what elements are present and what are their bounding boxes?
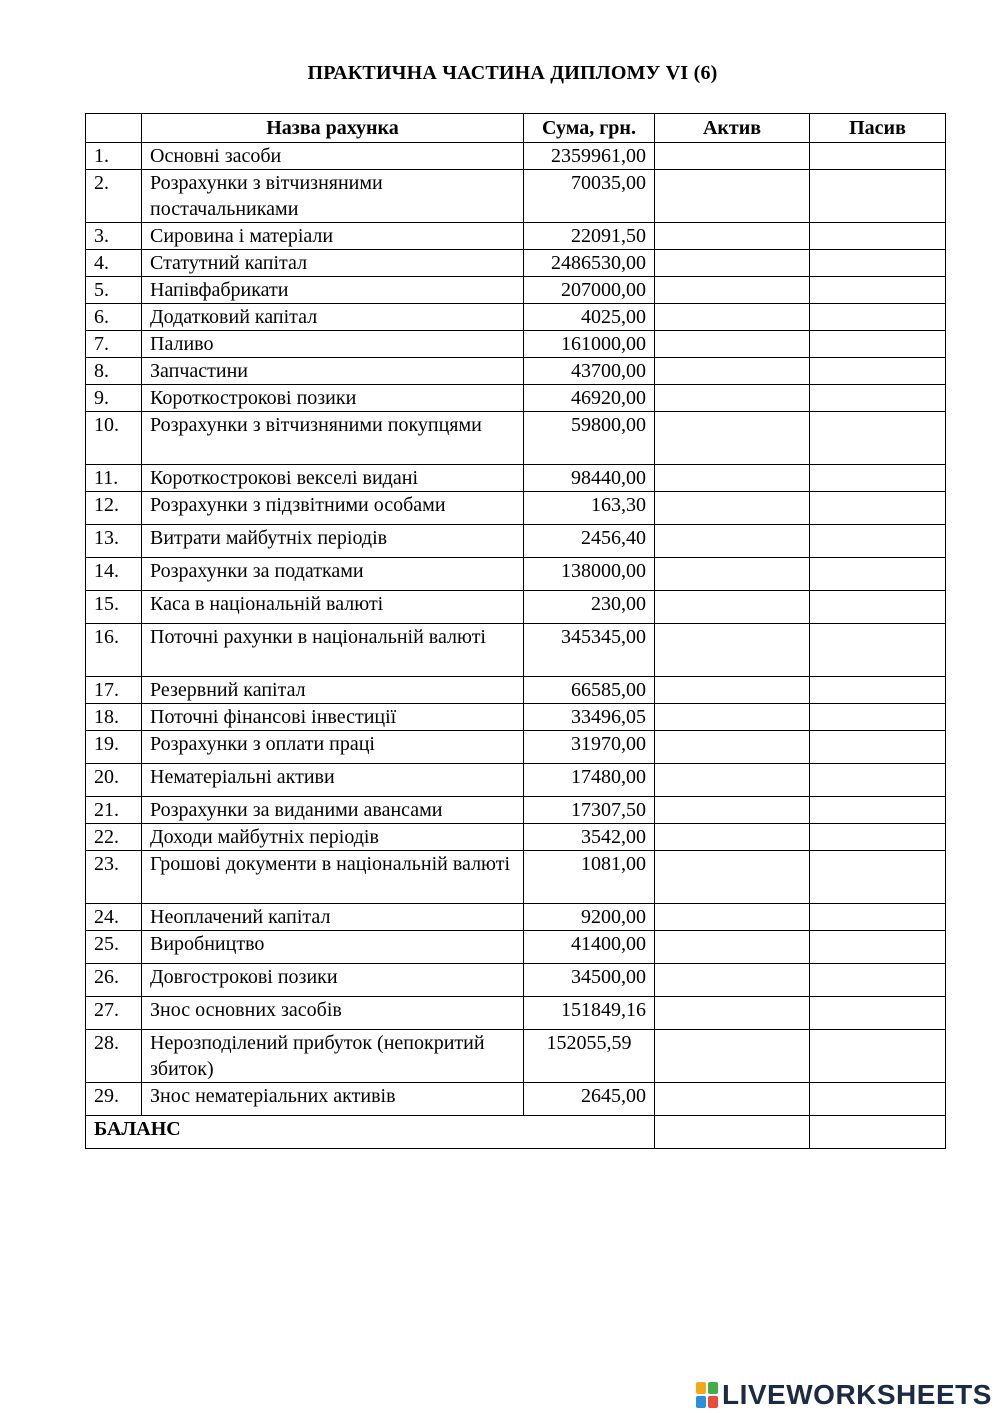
row-number: 22. — [86, 824, 142, 851]
row-number: 18. — [86, 704, 142, 731]
account-sum: 207000,00 — [524, 277, 655, 304]
row-number: 20. — [86, 764, 142, 797]
account-sum: 43700,00 — [524, 358, 655, 385]
balance-active-cell[interactable] — [655, 1116, 810, 1149]
active-input-cell[interactable] — [655, 385, 810, 412]
account-sum: 66585,00 — [524, 677, 655, 704]
table-row — [86, 1083, 946, 1116]
row-number: 19. — [86, 731, 142, 764]
account-name: Напівфабрикати — [142, 277, 524, 304]
account-name: Грошові документи в національній валюті — [142, 851, 524, 904]
active-input-cell[interactable] — [655, 277, 810, 304]
active-input-cell[interactable] — [655, 492, 810, 525]
header-sum: Сума, грн. — [524, 114, 655, 143]
passive-input-cell[interactable] — [810, 331, 946, 358]
balance-row — [86, 1116, 946, 1149]
active-input-cell[interactable] — [655, 904, 810, 931]
active-input-cell[interactable] — [655, 558, 810, 591]
active-input-cell[interactable] — [655, 931, 810, 964]
account-sum: 46920,00 — [524, 385, 655, 412]
row-number: 14. — [86, 558, 142, 591]
row-number: 26. — [86, 964, 142, 997]
account-name: Поточні фінансові інвестиції — [142, 704, 524, 731]
row-number: 13. — [86, 525, 142, 558]
table-row — [86, 525, 946, 558]
table-row — [86, 143, 946, 170]
account-name: Резервний капітал — [142, 677, 524, 704]
table-row — [86, 304, 946, 331]
table-row — [86, 591, 946, 624]
row-number: 9. — [86, 385, 142, 412]
account-sum: 59800,00 — [524, 412, 655, 465]
active-input-cell[interactable] — [655, 1030, 810, 1083]
row-number: 4. — [86, 250, 142, 277]
active-input-cell[interactable] — [655, 851, 810, 904]
table-row — [86, 677, 946, 704]
passive-input-cell[interactable] — [810, 797, 946, 824]
account-name: Нематеріальні активи — [142, 764, 524, 797]
account-sum: 34500,00 — [524, 964, 655, 997]
header-number — [86, 114, 142, 143]
table-row — [86, 250, 946, 277]
passive-input-cell[interactable] — [810, 277, 946, 304]
account-sum: 17307,50 — [524, 797, 655, 824]
passive-input-cell[interactable] — [810, 385, 946, 412]
account-sum: 163,30 — [524, 492, 655, 525]
row-number: 21. — [86, 797, 142, 824]
account-name: Сировина і матеріали — [142, 223, 524, 250]
active-input-cell[interactable] — [655, 304, 810, 331]
table-row — [86, 277, 946, 304]
active-input-cell[interactable] — [655, 731, 810, 764]
table-row — [86, 964, 946, 997]
account-sum: 98440,00 — [524, 465, 655, 492]
passive-input-cell[interactable] — [810, 704, 946, 731]
active-input-cell[interactable] — [655, 624, 810, 677]
account-sum: 70035,00 — [524, 170, 655, 223]
account-sum: 2645,00 — [524, 1083, 655, 1116]
account-name: Основні засоби — [142, 143, 524, 170]
passive-input-cell[interactable] — [810, 558, 946, 591]
active-input-cell[interactable] — [655, 677, 810, 704]
passive-input-cell[interactable] — [810, 223, 946, 250]
row-number: 10. — [86, 412, 142, 465]
passive-input-cell[interactable] — [810, 412, 946, 465]
table-row — [86, 385, 946, 412]
row-number: 29. — [86, 1083, 142, 1116]
account-name: Запчастини — [142, 358, 524, 385]
account-sum: 4025,00 — [524, 304, 655, 331]
table-row — [86, 704, 946, 731]
header-active: Актив — [655, 114, 810, 143]
active-input-cell[interactable] — [655, 465, 810, 492]
row-number: 3. — [86, 223, 142, 250]
row-number: 1. — [86, 143, 142, 170]
active-input-cell[interactable] — [655, 797, 810, 824]
passive-input-cell[interactable] — [810, 143, 946, 170]
account-sum: 2359961,00 — [524, 143, 655, 170]
passive-input-cell[interactable] — [810, 824, 946, 851]
table-row — [86, 412, 946, 465]
header-passive: Пасив — [810, 114, 946, 143]
passive-input-cell[interactable] — [810, 492, 946, 525]
account-sum: 161000,00 — [524, 331, 655, 358]
account-sum: 17480,00 — [524, 764, 655, 797]
passive-input-cell[interactable] — [810, 731, 946, 764]
passive-input-cell[interactable] — [810, 997, 946, 1030]
passive-input-cell[interactable] — [810, 358, 946, 385]
table-row — [86, 624, 946, 677]
passive-input-cell[interactable] — [810, 624, 946, 677]
row-number: 15. — [86, 591, 142, 624]
header-account-name: Назва рахунка — [142, 114, 524, 143]
account-name: Розрахунки з вітчизняними покупцями — [142, 412, 524, 465]
active-input-cell[interactable] — [655, 170, 810, 223]
page-title: ПРАКТИЧНА ЧАСТИНА ДИПЛОМУ VІ (6) — [307, 62, 718, 84]
passive-input-cell[interactable] — [810, 250, 946, 277]
table-row — [86, 223, 946, 250]
passive-input-cell[interactable] — [810, 591, 946, 624]
passive-input-cell[interactable] — [810, 677, 946, 704]
row-number: 12. — [86, 492, 142, 525]
row-number: 17. — [86, 677, 142, 704]
table-row — [86, 931, 946, 964]
account-name: Короткострокові векселі видані — [142, 465, 524, 492]
table-row — [86, 851, 946, 904]
table-row — [86, 331, 946, 358]
table-row — [86, 1030, 946, 1083]
logo-text: LIVEWORKSHEETS — [722, 1379, 992, 1410]
account-sum: 230,00 — [524, 591, 655, 624]
account-name: Розрахунки з підзвітними особами — [142, 492, 524, 525]
table-row — [86, 492, 946, 525]
table-row — [86, 731, 946, 764]
passive-input-cell[interactable] — [810, 931, 946, 964]
account-sum: 152055,59 — [524, 1030, 655, 1083]
table-row — [86, 170, 946, 223]
passive-input-cell[interactable] — [810, 465, 946, 492]
account-sum: 138000,00 — [524, 558, 655, 591]
active-input-cell[interactable] — [655, 964, 810, 997]
table-row — [86, 997, 946, 1030]
accounts-table — [85, 113, 946, 1149]
account-name: Розрахунки за виданими авансами — [142, 797, 524, 824]
row-number: 2. — [86, 170, 142, 223]
account-name: Розрахунки з оплати праці — [142, 731, 524, 764]
balance-passive-cell[interactable] — [810, 1116, 946, 1149]
row-number: 11. — [86, 465, 142, 492]
row-number: 8. — [86, 358, 142, 385]
account-sum: 41400,00 — [524, 931, 655, 964]
active-input-cell[interactable] — [655, 525, 810, 558]
passive-input-cell[interactable] — [810, 964, 946, 997]
account-name: Нерозподілений прибуток (непокритий збиток) — [142, 1030, 524, 1083]
passive-input-cell[interactable] — [810, 904, 946, 931]
active-input-cell[interactable] — [655, 997, 810, 1030]
row-number: 24. — [86, 904, 142, 931]
row-number: 23. — [86, 851, 142, 904]
account-sum: 9200,00 — [524, 904, 655, 931]
row-number: 7. — [86, 331, 142, 358]
table-row — [86, 558, 946, 591]
row-number: 25. — [86, 931, 142, 964]
active-input-cell[interactable] — [655, 1083, 810, 1116]
account-sum: 33496,05 — [524, 704, 655, 731]
table-row — [86, 764, 946, 797]
account-name: Витрати майбутніх періодів — [142, 525, 524, 558]
row-number: 27. — [86, 997, 142, 1030]
account-name: Каса в національній валюті — [142, 591, 524, 624]
active-input-cell[interactable] — [655, 250, 810, 277]
table-header-row — [86, 114, 946, 143]
account-name: Доходи майбутніх періодів — [142, 824, 524, 851]
account-name: Додатковий капітал — [142, 304, 524, 331]
row-number: 28. — [86, 1030, 142, 1083]
account-name: Поточні рахунки в національній валюті — [142, 624, 524, 677]
passive-input-cell[interactable] — [810, 1030, 946, 1083]
account-sum: 2456,40 — [524, 525, 655, 558]
passive-input-cell[interactable] — [810, 851, 946, 904]
account-name: Неоплачений капітал — [142, 904, 524, 931]
active-input-cell[interactable] — [655, 331, 810, 358]
active-input-cell[interactable] — [655, 412, 810, 465]
row-number: 5. — [86, 277, 142, 304]
account-sum: 345345,00 — [524, 624, 655, 677]
account-sum: 3542,00 — [524, 824, 655, 851]
account-name: Розрахунки з вітчизняними постачальниками — [142, 170, 524, 223]
account-sum: 31970,00 — [524, 731, 655, 764]
row-number: 16. — [86, 624, 142, 677]
account-name: Розрахунки за податками — [142, 558, 524, 591]
account-name: Довгострокові позики — [142, 964, 524, 997]
account-name: Паливо — [142, 331, 524, 358]
passive-input-cell[interactable] — [810, 304, 946, 331]
active-input-cell[interactable] — [655, 704, 810, 731]
logo-mark-icon — [696, 1382, 718, 1408]
account-name: Знос нематеріальних активів — [142, 1083, 524, 1116]
account-name: Короткострокові позики — [142, 385, 524, 412]
balance-label: БАЛАНС — [86, 1116, 655, 1149]
active-input-cell[interactable] — [655, 824, 810, 851]
liveworksheets-logo — [696, 1378, 992, 1412]
active-input-cell[interactable] — [655, 143, 810, 170]
table-row — [86, 358, 946, 385]
account-name: Виробництво — [142, 931, 524, 964]
table-row — [86, 465, 946, 492]
passive-input-cell[interactable] — [810, 525, 946, 558]
passive-input-cell[interactable] — [810, 170, 946, 223]
account-sum: 2486530,00 — [524, 250, 655, 277]
table-row — [86, 797, 946, 824]
passive-input-cell[interactable] — [810, 1083, 946, 1116]
active-input-cell[interactable] — [655, 223, 810, 250]
account-sum: 151849,16 — [524, 997, 655, 1030]
row-number: 6. — [86, 304, 142, 331]
active-input-cell[interactable] — [655, 591, 810, 624]
account-name: Знос основних засобів — [142, 997, 524, 1030]
active-input-cell[interactable] — [655, 764, 810, 797]
passive-input-cell[interactable] — [810, 764, 946, 797]
table-row — [86, 824, 946, 851]
account-name: Статутний капітал — [142, 250, 524, 277]
table-row — [86, 904, 946, 931]
active-input-cell[interactable] — [655, 358, 810, 385]
account-sum: 1081,00 — [524, 851, 655, 904]
account-sum: 22091,50 — [524, 223, 655, 250]
